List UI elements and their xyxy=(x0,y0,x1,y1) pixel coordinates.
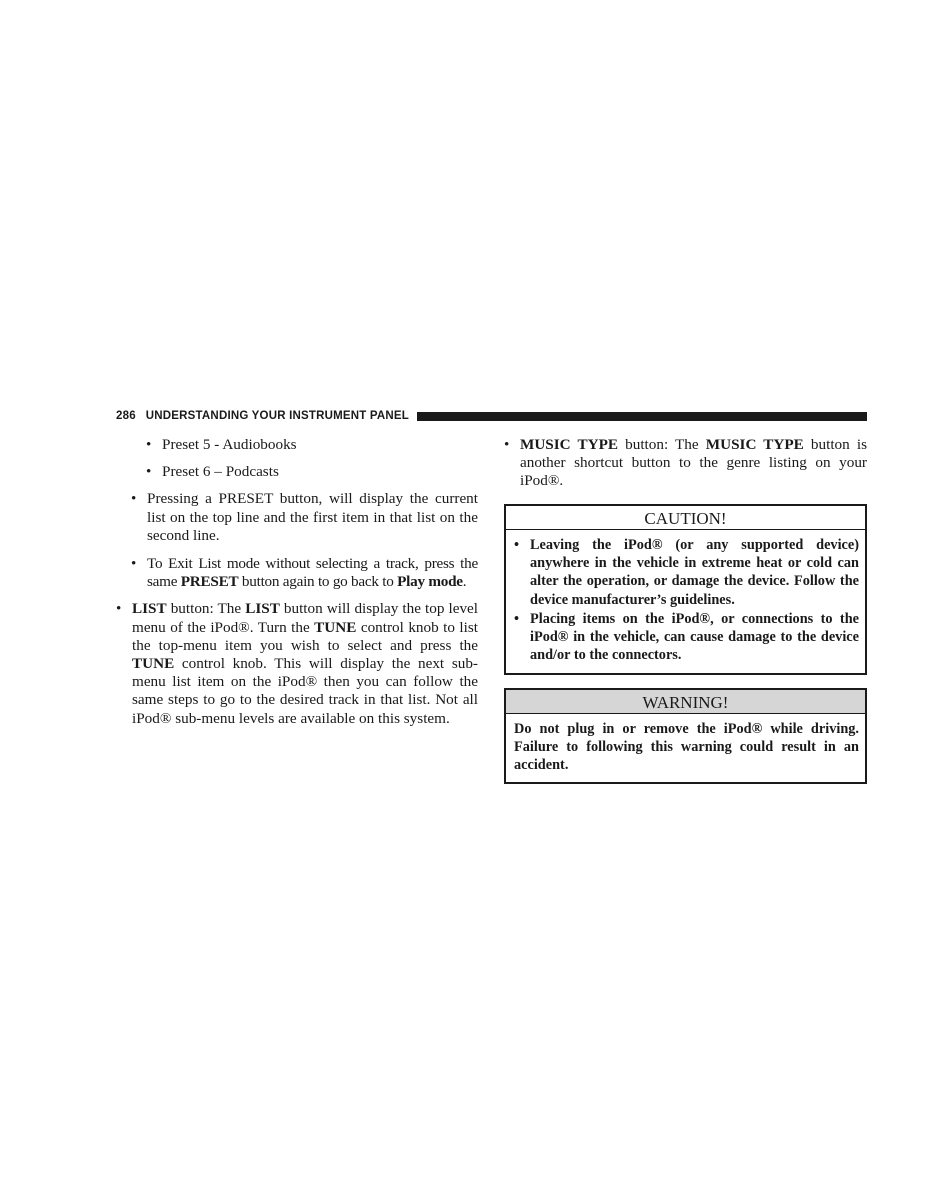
bold-term: Play mode xyxy=(397,572,463,590)
body-text: To Exit List mode without selecting a track, press the same xyxy=(147,554,478,590)
body-text: button: The xyxy=(166,600,246,618)
header-rule xyxy=(417,412,867,421)
bold-term: LIST xyxy=(245,600,280,618)
body-text: . xyxy=(462,572,467,590)
list-item xyxy=(504,436,867,491)
list-item: • Preset 6 – Podcasts xyxy=(116,463,478,481)
body-text: button will display the top level menu of the iPod®. Turn the xyxy=(132,600,479,636)
list-item: • Preset 5 - Audiobooks xyxy=(116,436,478,454)
body-text: button again to go back to xyxy=(238,572,398,590)
list-item: • Pressing a PRESET button, will display the current list on the top line and the first item in that list on the second line. xyxy=(116,490,478,545)
caution-item: • Leaving the iPod® (or any supported device) anywhere in the vehicle in extreme heat or cold can alter the operation, or damage the device. Follow the device manufacturer’s guidelines. xyxy=(514,536,859,609)
bold-term: MUSIC TYPE xyxy=(520,436,618,453)
left-column xyxy=(116,436,478,728)
page-header xyxy=(116,407,867,425)
caution-item: • Placing items on the iPod®, or connections to the iPod® in the vehicle, can cause damage to the device and/or to the connectors. xyxy=(514,610,859,665)
warning-body xyxy=(506,714,865,782)
section-title: UNDERSTANDING YOUR INSTRUMENT PANEL xyxy=(145,410,409,422)
right-column xyxy=(504,436,867,784)
caution-title: CAUTION! xyxy=(506,506,865,530)
caution-box xyxy=(504,504,867,675)
bold-term: TUNE xyxy=(314,618,357,636)
bold-term: LIST xyxy=(132,600,167,618)
warning-text: Do not plug in or remove the iPod® while driving. Failure to following this warning could result in an accident. xyxy=(514,720,859,774)
bold-term: TUNE xyxy=(132,655,175,673)
body-text: control knob. This will display the next sub-menu list item on the iPod® then you can follow the same steps to go to the desired track in that list. Not all iPod® sub-menu levels are available on this system. xyxy=(132,655,478,727)
page-number: 286 xyxy=(116,410,136,422)
bold-term: MUSIC TYPE xyxy=(705,436,804,453)
body-text: control knob to list the top-menu item you wish to select and press the xyxy=(132,618,478,654)
list-item xyxy=(116,555,478,591)
bold-term: PRESET xyxy=(180,572,239,590)
warning-title: WARNING! xyxy=(506,690,865,714)
caution-body xyxy=(506,530,865,673)
list-item xyxy=(116,600,478,727)
body-text: button is another shortcut button to the genre listing on your iPod®. xyxy=(520,436,867,490)
warning-box xyxy=(504,688,867,784)
body-text: button: The xyxy=(618,436,706,453)
